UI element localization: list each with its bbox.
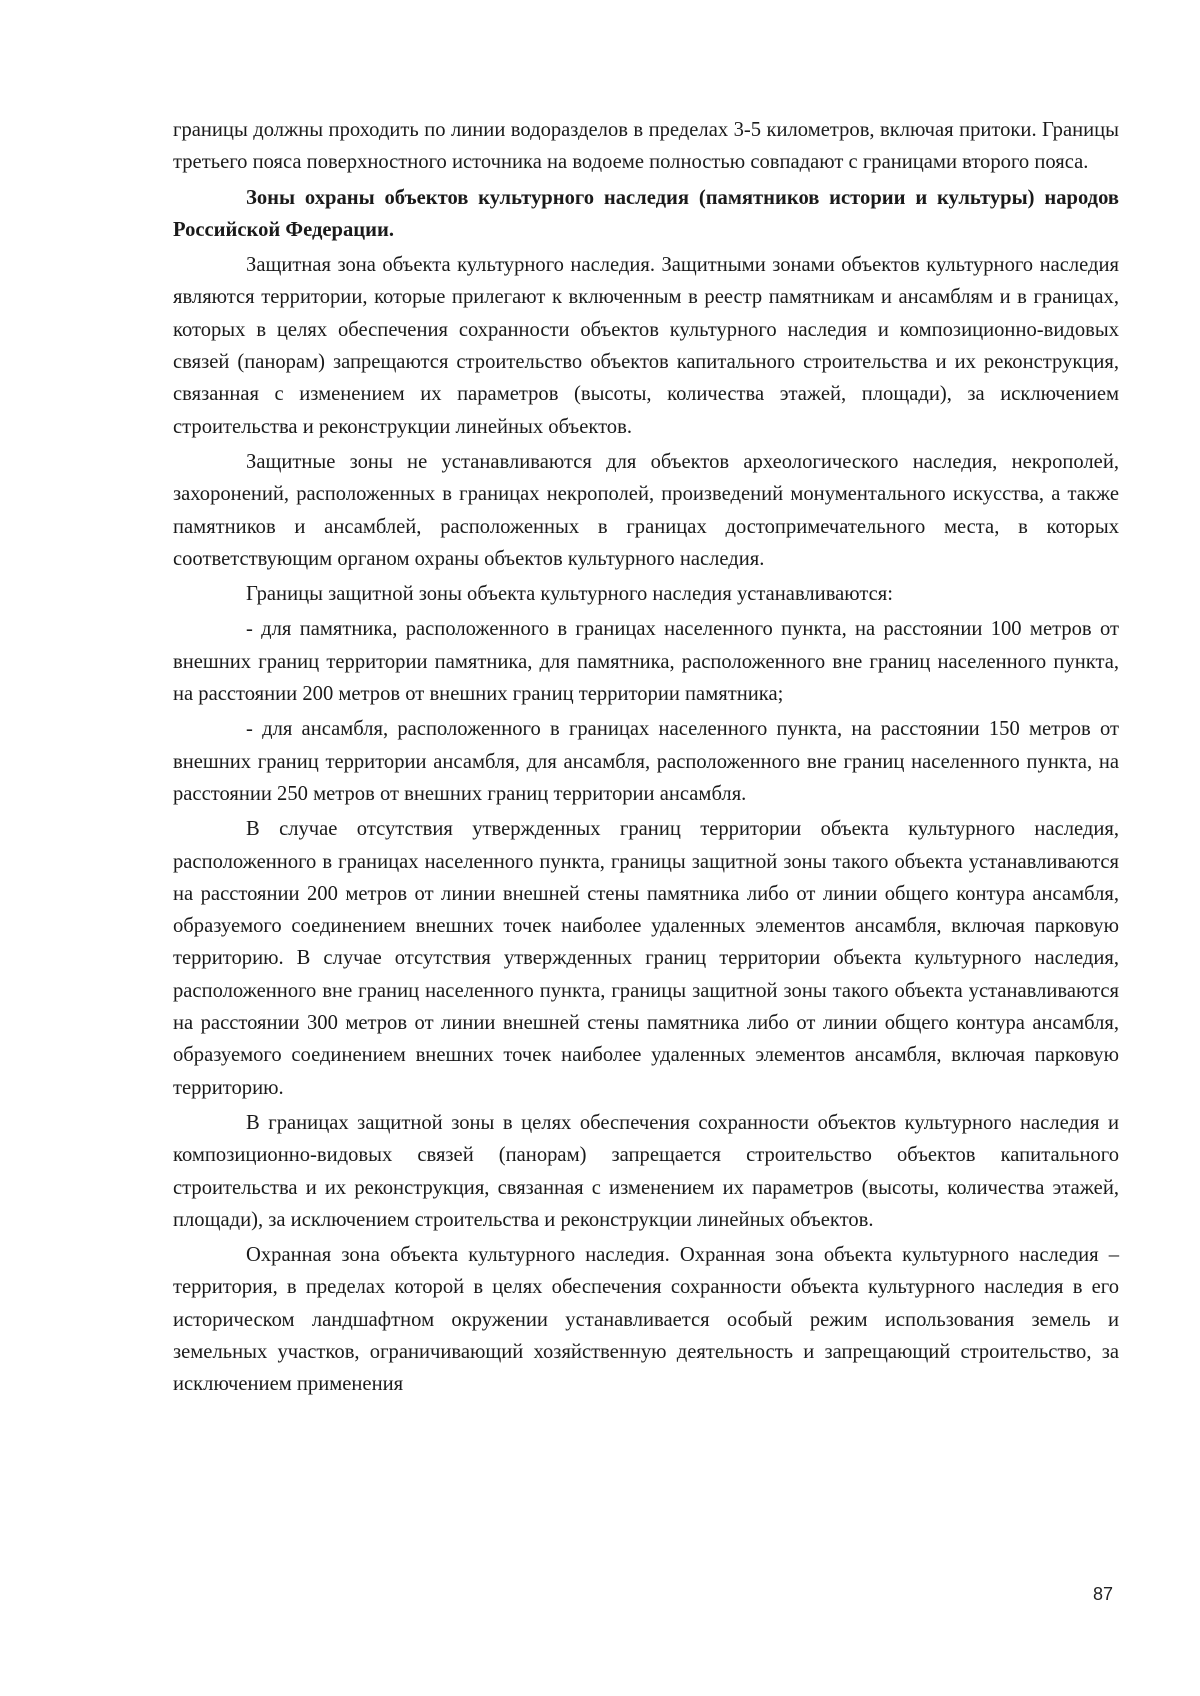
paragraph-continuation: границы должны проходить по линии водоразделов в пределах 3-5 километров, включая притоки. Границы третьего пояса поверхностного источника на водоеме полностью совпадают с границами второго пояса.	[173, 119, 1119, 174]
paragraph-zone-exceptions: Защитные зоны не устанавливаются для объектов археологического наследия, некрополей, захоронений, расположенных в границах некрополей, произведений монументального искусства, а также памятников и ансамблей, расположенных в границах достопримечательного места, в которых соответствующим органом охраны объектов культурного наследия.	[173, 450, 1119, 570]
document-page	[173, 114, 1119, 1404]
page-number: 87	[1093, 1584, 1114, 1604]
section-heading: Зоны охраны объектов культурного наследия (памятников истории и культуры) народов Российской Федерации.	[173, 186, 1119, 241]
paragraph-security-zone: Охранная зона объекта культурного наследия. Охранная зона объекта культурного наследия – территория, в пределах которой в целях обеспечения сохранности объекта культурного наследия в его историческом ландшафтном окружении устанавливается особый режим использования земель и земельных участков, ограничивающий хозяйственную деятельность и запрещающий строительство, за исключением применения	[173, 1244, 1119, 1396]
list-item-ensemble: - для ансамбля, расположенного в границах населенного пункта, на расстоянии 150 метров от внешних границ территории ансамбля, для ансамбля, расположенного вне границ населенного пункта, на расстоянии 250 метров от внешних границ территории ансамбля.	[173, 718, 1119, 805]
paragraph-no-approved-boundaries: В случае отсутствия утвержденных границ территории объекта культурного наследия, расположенного в границах населенного пункта, границы защитной зоны такого объекта устанавливаются на расстоянии 200 метров от линии внешней стены памятника либо от линии общего контура ансамбля, образуемого соединением внешних точек наиболее удаленных элементов ансамбля, включая парковую территорию. В случае отсутствия утвержденных границ территории объекта культурного наследия, расположенного вне границ населенного пункта, границы защитной зоны такого объекта устанавливаются на расстоянии 300 метров от линии внешней стены памятника либо от линии общего контура ансамбля, образуемого соединением внешних точек наиболее удаленных элементов ансамбля, включая парковую территорию.	[173, 818, 1119, 1099]
paragraph-protective-zone: Защитная зона объекта культурного наследия. Защитными зонами объектов культурного наследия являются территории, которые прилегают к включенным в реестр памятникам и ансамблям и в границах, которых в целях обеспечения сохранности объектов культурного наследия и композиционно-видовых связей (панорам) запрещаются строительство объектов капитального строительства и их реконструкция, связанная с изменением их параметров (высоты, количества этажей, площади), за исключением строительства и реконструкции линейных объектов.	[173, 254, 1119, 438]
paragraph-construction-restriction: В границах защитной зоны в целях обеспечения сохранности объектов культурного наследия и композиционно-видовых связей (панорам) запрещается строительство объектов капитального строительства и их реконструкция, связанная с изменением их параметров (высоты, количества этажей, площади), за исключением строительства и реконструкции линейных объектов.	[173, 1111, 1119, 1231]
list-item-monument: - для памятника, расположенного в границах населенного пункта, на расстоянии 100 метров от внешних границ территории памятника, для памятника, расположенного вне границ населенного пункта, на расстоянии 200 метров от внешних границ территории памятника;	[173, 618, 1119, 706]
paragraph-zone-boundaries-intro: Границы защитной зоны объекта культурного наследия устанавливаются:	[246, 583, 893, 606]
